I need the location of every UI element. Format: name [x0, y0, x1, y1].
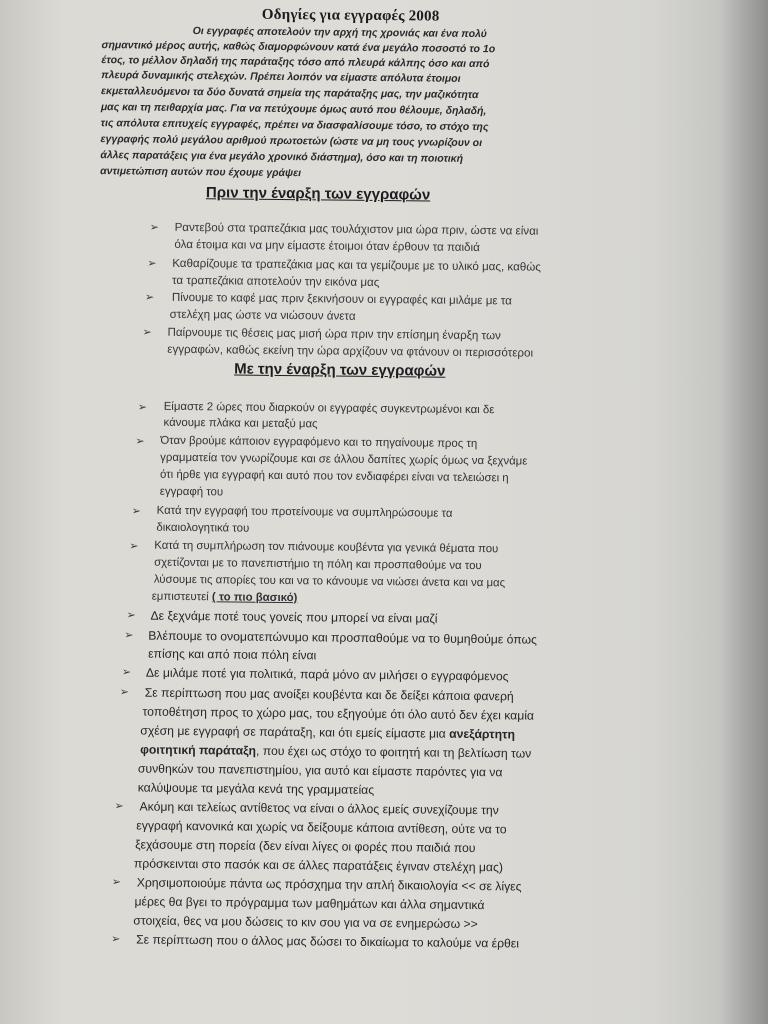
bullet-arrow-icon: ➢ — [142, 325, 152, 339]
list-item-cont: γραμματεία τον γνωρίζουμε και σε άλλου δαπίτες χωρίς όμως να ξεχνάμε — [160, 451, 528, 468]
bullet-arrow-icon: ➢ — [135, 434, 145, 448]
intro-line: σημαντικό μέρος αυτής, καθώς διαμορφώνουν κατά ένα μεγάλο ποσοστό το 1ο — [101, 39, 496, 56]
list-item-cont: τα τραπεζάκια αποτελούν την εικόνα μας — [171, 273, 380, 290]
intro-line: εγγραφής πολύ μεγάλου αριθμού πρωτοετών (ώστε να μη τους γνωρίζουν οι — [100, 133, 483, 150]
intro-line: άλλες παρατάξεις για ένα μεγάλο χρονικό διάστημα), όσο και τη ποιοτική — [100, 149, 464, 165]
list-item: Βλέπουμε το ονοματεπώνυμο και προσπαθούμε να το θυμηθούμε όπως — [148, 628, 537, 647]
list-item-cont — [140, 743, 531, 761]
list-item: Ραντεβού στα τραπεζάκια μας τουλάχιστον μια ώρα πριν, ώστε να είναι — [174, 220, 539, 238]
list-item: Καθαρίζουμε τα τραπεζάκια μας και τα γεμίζουμε με το υλικό μας, καθώς — [172, 256, 541, 274]
list-item-cont: ότι ήρθε για εγγραφή και αυτό που τον ενδιαφέρει είναι να τελειώσει η — [159, 468, 509, 485]
list-item-cont: εγγραφών, καθώς εκείνη την ώρα αρχίζουν να φτάνουν οι περισσότεροι — [167, 342, 534, 360]
emphasis-bold: ανεξάρτητη — [449, 726, 516, 742]
document-title: Οδηγίες για εγγραφές 2008 — [261, 6, 440, 25]
list-item-cont: επίσης και από ποια πόλη είναι — [148, 646, 317, 663]
list-item: Δε μιλάμε ποτέ για πολιτικά, παρά μόνο αν μιλήσει ο εγγραφόμενος — [145, 665, 509, 684]
bullet-arrow-icon: ➢ — [137, 400, 148, 414]
list-item: Κατά τη συμπλήρωση τον πιάνουμε κουβέντα για γενικά θέματα που — [154, 539, 499, 556]
list-item-cont — [140, 724, 515, 742]
list-item-cont: συνθηκών του πανεπιστημίου, για αυτό και είμαστε παρόντες για να — [137, 761, 503, 780]
list-item: Σε περίπτωση που ο άλλος μας δώσει το δικαίωμα το καλούμε να έρθει — [136, 932, 520, 951]
list-item-cont: δικαιολογητικά του — [156, 521, 250, 535]
list-item: Χρησιμοποιούμε πάντα ως πρόσχημα την απλή δικαιολογία << σε λίγες — [136, 875, 522, 894]
bullet-arrow-icon: ➢ — [129, 539, 139, 553]
list-item-cont: πρόσκεινται στο πασόκ και σε άλλες παρατάξεις έγιναν στελέχη μας) — [133, 856, 504, 875]
intro-line: Οι εγγραφές αποτελούν την αρχή της χρονιάς και ένα πολύ — [192, 25, 487, 41]
list-item: Πίνουμε το καφέ μας πριν ξεκινήσουν οι εγγραφές και μιλάμε με τα — [171, 290, 512, 308]
bullet-arrow-icon: ➢ — [131, 504, 141, 518]
bullet-arrow-icon: ➢ — [147, 256, 157, 270]
list-item-text: , που έχει ως στόχο το φοιτητή και τη βελτίωση των — [255, 743, 532, 761]
bullet-arrow-icon: ➢ — [119, 685, 130, 699]
bullet-arrow-icon: ➢ — [111, 932, 121, 946]
list-item-cont: όλα έτοιμα και να μην είμαστε έτοιμοι όταν έρθουν τα παιδιά — [174, 237, 480, 255]
list-item-text: εμπιστευτεί — [151, 590, 209, 604]
section-heading-before: Πριν την έναρξη των εγγραφών — [205, 184, 431, 204]
list-item: Ακόμη και τελείως αντίθετος να είναι ο άλλος εμείς συνεχίζουμε την — [139, 799, 499, 818]
list-item: Δε ξεχνάμε ποτέ τους γονείς που μπορεί να είναι μαζί — [150, 608, 438, 626]
list-item-cont: στοιχεία, θες να μου δώσεις το κιν σου για να σε ενημερώσω >> — [133, 913, 478, 932]
list-item: Σε περίπτωση που μας ανοίξει κουβέντα και δε δείξει κάποια φανερή — [144, 685, 514, 704]
list-item-cont: τοποθέτηση προς το χώρο μας, του εξηγούμε ότι όλο αυτό δεν έχει καμία — [142, 704, 535, 723]
list-item-cont: στελέχη μας ώστε να νιώσουν άνετα — [169, 307, 356, 323]
list-item-cont: κάνουμε πλάκα και μεταξύ μας — [163, 416, 318, 431]
list-item-cont: εγγραφή κανονικά και χωρίς να δείξουμε κάποια αντίθεση, ούτε να το — [136, 818, 507, 837]
emphasis-underlined: ( το πιο βασικό) — [211, 591, 298, 605]
bullet-arrow-icon: ➢ — [144, 290, 155, 304]
photo-edge-shadow — [720, 0, 768, 1024]
list-item-cont — [152, 591, 298, 605]
list-item-text: σχέση με εγγραφή σε παράταξη, και ότι εμείς είμαστε μια — [140, 723, 446, 741]
list-item-cont: εγγραφή του — [159, 485, 224, 499]
intro-line: πλευρά δυναμικής στελεχών. Πρέπει λοιπόν να είμαστε απόλυτα έτοιμοι — [101, 69, 461, 85]
bullet-arrow-icon: ➢ — [114, 799, 124, 813]
intro-line: τις απόλυτα επιτυχείς εγγραφές, πρέπει να διασφαλίσουμε τόσο, το στόχο της — [100, 117, 489, 134]
bullet-arrow-icon: ➢ — [149, 220, 159, 234]
list-item: Όταν βρούμε κάποιον εγγραφόμενο και το πηγαίνουμε προς τη — [160, 434, 478, 451]
bullet-arrow-icon: ➢ — [111, 875, 122, 889]
list-item-cont: μέρες θα βγει το πρόγραμμα των μαθημάτων και άλλα σημαντικά — [134, 894, 485, 913]
list-item-cont: ξεχάσουμε στη πορεία (δεν είναι λίγες οι φορές που παιδιά που — [135, 837, 476, 856]
bullet-arrow-icon: ➢ — [121, 665, 132, 679]
emphasis-bold: φοιτητική παράταξη — [140, 742, 257, 758]
intro-line: έτος, το μέλλον δηλαδή της παράταξης τόσο από πλευρά κάλπης όσο και από — [101, 54, 490, 71]
list-item: Κατά την εγγραφή του προτείνουμε να συμπληρώσουμε τα — [156, 504, 453, 520]
bullet-arrow-icon: ➢ — [126, 608, 136, 622]
intro-line: μας και τη πειθαρχία μας. Για να πετύχουμε όμως αυτό που θέλουμε, δηλαδή, — [100, 101, 487, 118]
list-item-cont: λύσουμε τις απορίες του και να το κάνουμε να νιώσει άνετα και να μας — [153, 573, 506, 590]
list-item: Είμαστε 2 ώρες που διαρκούν οι εγγραφές συγκεντρωμένοι και δε — [163, 400, 495, 417]
list-item: Παίρνουμε τις θέσεις μας μισή ώρα πριν την επίσημη έναρξη των — [167, 325, 501, 343]
list-item-cont: σχετίζονται με το πανεπιστήμιο τη πόλη και προσπαθούμε να του — [154, 556, 482, 573]
intro-line: εκμεταλλευόμενοι τα δύο δυνατά σημεία της παράταξης μας, την μαζικότητα — [100, 85, 479, 102]
list-item-cont: καλύψουμε τα μεγάλα κενά της γραμματείας — [137, 780, 375, 797]
bullet-arrow-icon: ➢ — [124, 628, 134, 642]
intro-line: αντιμετώπιση αυτών που έχουμε γράψει — [100, 165, 302, 180]
section-heading-during: Με την έναρξη των εγγραφών — [234, 360, 446, 380]
